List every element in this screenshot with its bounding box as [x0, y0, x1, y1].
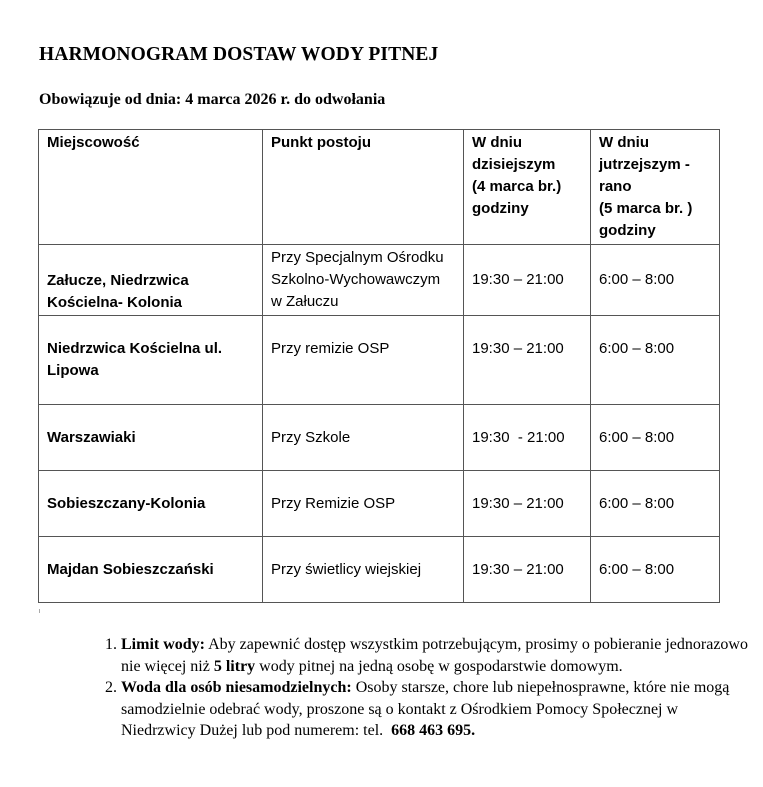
table-row: [39, 316, 720, 405]
cell-stop-point: Przy Remizie OSP: [263, 471, 464, 537]
cell-stop-point: Przy świetlicy wiejskiej: [263, 537, 464, 603]
document-title: HARMONOGRAM DOSTAW WODY PITNEJ: [39, 44, 439, 65]
table-row: [39, 405, 720, 471]
cell-stop-point: Przy remizie OSP: [263, 316, 464, 405]
cell-today-hours: 19:30 - 21:00: [464, 405, 591, 471]
cell-today-hours: 19:30 – 21:00: [464, 537, 591, 603]
cell-locality: Sobieszczany-Kolonia: [39, 471, 263, 537]
table-row: [39, 471, 720, 537]
cursor-mark: [39, 609, 40, 613]
note-label: Woda dla osób niesamodzielnych:: [121, 679, 352, 696]
note-emphasis: 5 litry: [213, 657, 256, 675]
cell-locality: Majdan Sobieszczański: [39, 537, 263, 603]
table-row: [39, 537, 720, 603]
water-delivery-schedule-table: [38, 129, 720, 603]
cell-tomorrow-hours: 6:00 – 8:00: [591, 537, 720, 603]
note-water-limit: [121, 634, 751, 677]
note-text: Aby zapewnić dostęp wszystkim potrzebującym, prosimy o pobieranie jednorazowo nie więcej niż: [121, 636, 748, 675]
cell-tomorrow-hours: 6:00 – 8:00: [591, 471, 720, 537]
cell-tomorrow-hours: 6:00 – 8:00: [591, 316, 720, 405]
table-header-row: [39, 130, 720, 245]
header-today-hours: W dniu dzisiejszym (4 marca br.) godziny: [464, 130, 591, 245]
header-locality: Miejscowość: [39, 130, 263, 245]
notes-list: [94, 634, 751, 742]
header-stop-point: Punkt postoju: [263, 130, 464, 245]
cell-tomorrow-hours: 6:00 – 8:00: [591, 405, 720, 471]
cell-today-hours: 19:30 – 21:00: [464, 245, 591, 316]
cell-locality: Warszawiaki: [39, 405, 263, 471]
cell-locality: Niedrzwica Kościelna ul. Lipowa: [39, 316, 263, 405]
cell-stop-point: Przy Specjalnym Ośrodku Szkolno-Wychowawczym w Załuczu: [263, 245, 464, 316]
header-tomorrow-hours: W dniu jutrzejszym - rano (5 marca br. ) godziny: [591, 130, 720, 245]
cell-tomorrow-hours: 6:00 – 8:00: [591, 245, 720, 316]
cell-stop-point: Przy Szkole: [263, 405, 464, 471]
cell-locality: Załucze, Niedrzwica Kościelna- Kolonia: [39, 245, 263, 316]
note-phone-number: 668 463 695.: [391, 722, 476, 739]
note-dependent-persons: [121, 677, 751, 742]
cell-today-hours: 19:30 – 21:00: [464, 471, 591, 537]
table-row: [39, 245, 720, 316]
note-text: Osoby starsze, chore lub niepełnosprawne, które nie mogą samodzielnie odebrać wody, proszone są o kontakt z Ośrodkiem Pomocy Społecznej w Niedrzwicy Dużej lub pod numerem: tel.: [121, 679, 734, 739]
note-label: Limit wody:: [121, 636, 205, 653]
note-text: wody pitnej na jedną osobę w gospodarstwie domowym.: [255, 657, 623, 675]
cell-today-hours: 19:30 – 21:00: [464, 316, 591, 405]
validity-subtitle: Obowiązuje od dnia: 4 marca 2026 r. do odwołania: [39, 91, 386, 108]
